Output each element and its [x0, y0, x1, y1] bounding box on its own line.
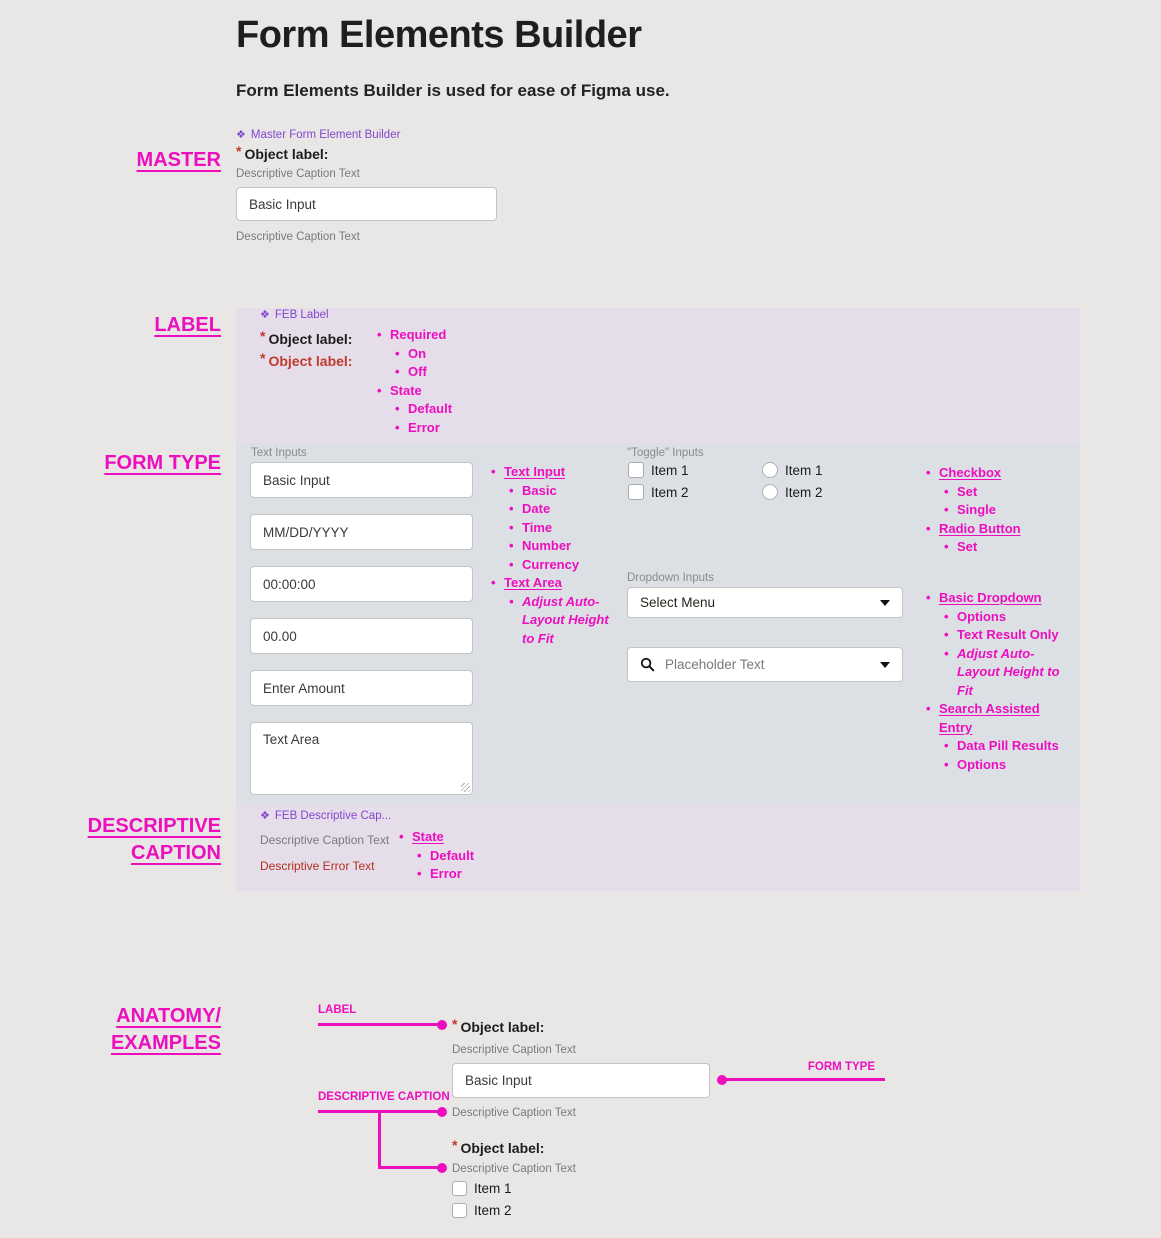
- component-name-feb-descriptive-caption: [260, 810, 391, 822]
- list-item: [398, 828, 508, 847]
- list-item-text: Basic: [522, 482, 557, 498]
- list-item: [508, 500, 612, 519]
- list-item: [943, 645, 1075, 701]
- descriptive-caption-line1: DESCRIPTIVE: [87, 815, 221, 837]
- currency-input[interactable]: [250, 670, 473, 706]
- caption-state-list: [398, 828, 508, 884]
- section-label-form-type: FORM TYPE: [104, 452, 221, 474]
- caption-default: Descriptive Caption Text: [260, 833, 390, 847]
- search-input[interactable]: [665, 657, 880, 672]
- caret-down-icon: [880, 662, 890, 668]
- radio-item-2[interactable]: [762, 484, 778, 500]
- master-caption-bottom: Descriptive Caption Text: [236, 231, 360, 243]
- anatomy-caption-bottom: Descriptive Caption Text: [452, 1107, 576, 1119]
- list-item-text: Checkbox: [939, 465, 1002, 480]
- required-asterisk: *: [260, 350, 266, 366]
- list-item: [416, 847, 508, 866]
- list-item-text: Set: [957, 539, 978, 554]
- list-item: [394, 400, 496, 419]
- label-options-list: [376, 326, 496, 437]
- list-item: [943, 608, 1075, 627]
- text-area[interactable]: [250, 722, 473, 795]
- figma-component-icon: ❖: [260, 809, 270, 822]
- list-item-text: Default: [430, 847, 475, 863]
- list-item-text: Search Assisted Entry: [939, 701, 1040, 735]
- list-item-text: Error: [430, 866, 462, 881]
- checkbox-label: Item 2: [474, 1203, 512, 1218]
- section-label-master: MASTER: [136, 149, 221, 171]
- select-menu-value: Select Menu: [640, 595, 716, 610]
- anatomy-basic-input[interactable]: [452, 1063, 710, 1098]
- checkbox-item-1[interactable]: [628, 462, 644, 478]
- radio-row: [762, 484, 823, 500]
- object-label-text: Object label:: [244, 146, 329, 162]
- object-label-text: Object label:: [460, 1019, 545, 1035]
- list-item-text: State: [390, 382, 422, 398]
- callout-form-type: FORM TYPE: [807, 1061, 875, 1073]
- list-item: [943, 756, 1075, 775]
- time-input[interactable]: [250, 566, 473, 602]
- callout-descriptive-caption: DESCRIPTIVE CAPTION: [318, 1091, 450, 1103]
- object-label-text: Object label:: [268, 331, 353, 347]
- required-asterisk: *: [452, 1016, 458, 1032]
- connector-dot: [437, 1020, 447, 1030]
- checkbox-row: [452, 1203, 512, 1218]
- radio-row: [762, 462, 823, 478]
- toggle-options-list: [925, 464, 1077, 557]
- connector-line: [725, 1078, 885, 1081]
- component-name-feb-label: [260, 309, 329, 321]
- component-name-text: FEB Label: [274, 309, 329, 321]
- resize-handle[interactable]: [461, 783, 470, 792]
- component-name-text: FEB Descriptive Cap...: [274, 810, 392, 822]
- list-item-text: Data Pill Results: [957, 738, 1059, 753]
- text-inputs-heading: Text Inputs: [251, 447, 307, 459]
- list-item-text: Off: [408, 364, 427, 379]
- anatomy-object-label-2: [452, 1137, 545, 1156]
- radio-label: Item 1: [785, 462, 823, 478]
- connector-line: [378, 1166, 439, 1169]
- list-item: [508, 556, 612, 575]
- checkbox-row: [452, 1181, 512, 1196]
- list-item: [925, 520, 1077, 539]
- list-item-text: Time: [522, 519, 553, 535]
- search-icon: [640, 657, 655, 672]
- anatomy-caption-top: Descriptive Caption Text: [452, 1044, 576, 1056]
- page-title: Form Elements Builder: [236, 14, 642, 56]
- list-item: [943, 626, 1075, 645]
- checkbox-label: Item 1: [474, 1181, 512, 1196]
- list-item-text: Currency: [522, 556, 580, 572]
- checkbox-label: Item 1: [651, 462, 689, 478]
- component-name-master: [236, 129, 400, 141]
- list-item-text: Adjust Auto-Layout Height to Fit: [522, 593, 609, 646]
- label-band: [236, 308, 1080, 443]
- caret-down-icon: [880, 600, 890, 606]
- anatomy-object-label-1: [452, 1016, 545, 1035]
- text-area-wrap: [250, 722, 473, 795]
- required-asterisk: *: [260, 328, 266, 344]
- list-item: [394, 419, 496, 438]
- section-label-anatomy: [111, 1003, 221, 1057]
- text-input-options-list: [490, 463, 612, 648]
- list-item: [943, 501, 1077, 520]
- master-basic-input[interactable]: [236, 187, 497, 221]
- list-item: [416, 865, 508, 884]
- list-item: [943, 737, 1075, 756]
- radio-label: Item 2: [785, 484, 823, 500]
- master-object-label: [236, 143, 329, 162]
- anatomy-checkbox-item-1[interactable]: [452, 1181, 467, 1196]
- required-asterisk: *: [236, 143, 242, 159]
- list-item-text: Number: [522, 538, 572, 553]
- radio-item-1[interactable]: [762, 462, 778, 478]
- select-menu-dropdown[interactable]: [627, 587, 903, 618]
- list-item-text: Required: [390, 327, 447, 342]
- anatomy-caption-2: Descriptive Caption Text: [452, 1163, 576, 1175]
- required-asterisk: *: [452, 1137, 458, 1153]
- list-item: [508, 537, 612, 556]
- label-object-label-error: [260, 350, 353, 369]
- page-subtitle: Form Elements Builder is used for ease of Figma use.: [236, 81, 670, 100]
- list-item: [925, 464, 1077, 483]
- list-item: [508, 593, 612, 649]
- list-item-text: Default: [408, 401, 453, 416]
- list-item-text: Text Input: [504, 464, 566, 479]
- toggle-inputs-heading: "Toggle" Inputs: [627, 447, 704, 459]
- basic-input[interactable]: [250, 462, 473, 498]
- figma-component-icon: ❖: [260, 308, 270, 321]
- connector-line: [318, 1023, 439, 1026]
- list-item: [376, 382, 496, 401]
- list-item-text: Options: [957, 756, 1007, 772]
- list-item-text: Basic Dropdown: [939, 590, 1042, 605]
- connector-dot: [437, 1163, 447, 1173]
- descriptive-caption-line2: CAPTION: [131, 842, 221, 864]
- figma-component-icon: ❖: [236, 128, 246, 141]
- list-item: [394, 363, 496, 382]
- checkbox-row: [628, 484, 689, 500]
- list-item-text: Set: [957, 483, 978, 499]
- connector-dot: [437, 1107, 447, 1117]
- number-input[interactable]: [250, 618, 473, 654]
- dropdown-options-list: [925, 589, 1075, 774]
- list-item: [376, 326, 496, 345]
- checkbox-item-2[interactable]: [628, 484, 644, 500]
- list-item: [943, 538, 1077, 557]
- list-item-text: Radio Button: [939, 520, 1021, 536]
- list-item-text: Text Result Only: [957, 627, 1059, 642]
- list-item-text: Adjust Auto-Layout Height to Fit: [957, 645, 1060, 698]
- object-label-text: Object label:: [460, 1140, 545, 1156]
- search-assisted-dropdown[interactable]: [627, 647, 903, 682]
- list-item: [925, 700, 1075, 737]
- list-item-text: Error: [408, 419, 440, 435]
- section-label-label: LABEL: [154, 314, 221, 336]
- anatomy-line2: EXAMPLES: [110, 1032, 221, 1054]
- label-object-label-default: [260, 328, 353, 347]
- list-item-text: Single: [957, 502, 997, 517]
- list-item: [490, 463, 612, 482]
- callout-label: LABEL: [318, 1004, 357, 1016]
- section-label-descriptive-caption: [88, 813, 221, 867]
- anatomy-checkbox-item-2[interactable]: [452, 1203, 467, 1218]
- list-item: [508, 482, 612, 501]
- caption-error: Descriptive Error Text: [260, 859, 375, 873]
- list-item-text: On: [408, 345, 427, 361]
- checkbox-label: Item 2: [651, 484, 689, 500]
- list-item: [394, 345, 496, 364]
- list-item: [925, 589, 1075, 608]
- list-item: [490, 574, 612, 593]
- anatomy-line1: ANATOMY/: [116, 1005, 221, 1027]
- dropdown-inputs-heading: Dropdown Inputs: [627, 572, 714, 584]
- list-item-text: Text Area: [504, 575, 562, 590]
- list-item: [508, 519, 612, 538]
- list-item-text: Date: [522, 501, 551, 516]
- master-caption-top: Descriptive Caption Text: [236, 168, 360, 180]
- date-input[interactable]: [250, 514, 473, 550]
- list-item-text: State: [412, 829, 444, 844]
- checkbox-row: [628, 462, 689, 478]
- object-label-text: Object label:: [268, 353, 353, 369]
- list-item-text: Options: [957, 608, 1007, 624]
- component-name-text: Master Form Element Builder: [250, 129, 401, 141]
- list-item: [943, 483, 1077, 502]
- connector-line: [378, 1110, 381, 1169]
